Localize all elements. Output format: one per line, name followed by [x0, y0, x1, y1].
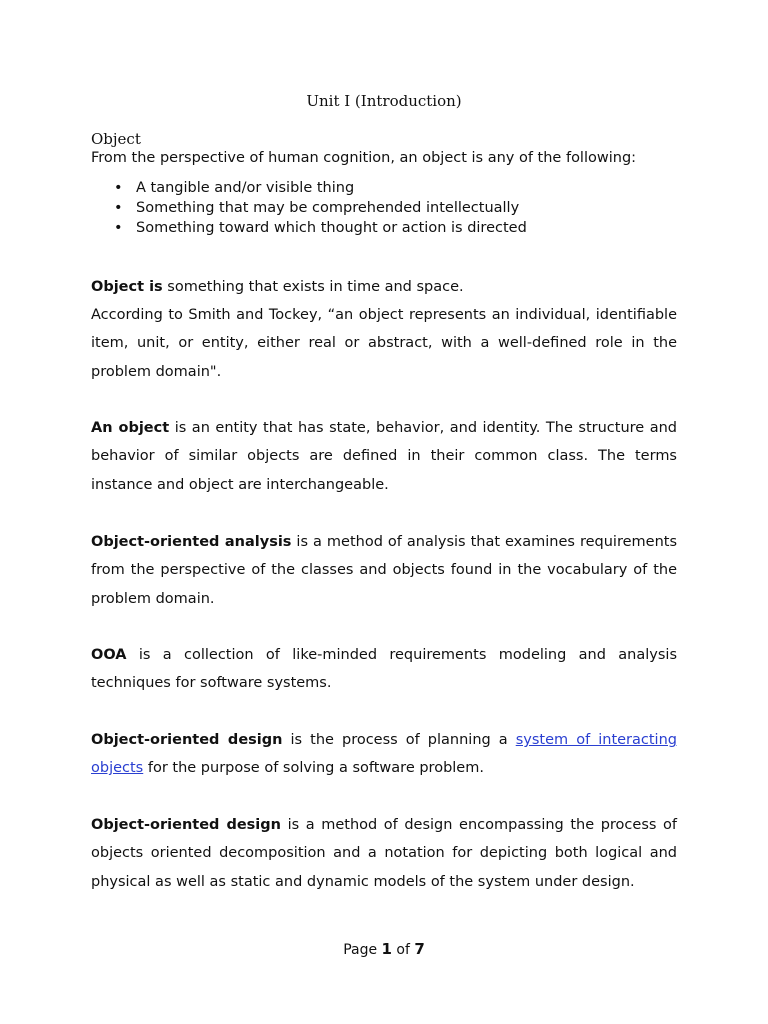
system-of-interacting-objects-link[interactable]: system of interacting objects	[91, 732, 677, 777]
list-item	[91, 178, 527, 198]
paragraph-ood-planning	[91, 726, 677, 783]
page-number	[0, 940, 768, 958]
term-bold: Object-oriented design	[91, 817, 281, 833]
bullet-icon: •	[114, 220, 123, 236]
paragraph-text: is an entity that has state, behavior, and identity. The structure and behavior of similar objects are defined in their common class. The terms instance and object are interchangeable.	[91, 420, 677, 493]
paragraph-ooa-definition	[91, 528, 677, 613]
intro-text: From the perspective of human cognition, an object is any of the following:	[91, 150, 637, 166]
page-prefix: Page	[343, 942, 382, 958]
term-bold: Object-oriented analysis	[91, 534, 292, 550]
paragraph-text: is a collection of like-minded requirements modeling and analysis techniques for software systems.	[91, 647, 677, 692]
current-page: 1	[381, 940, 392, 958]
list-item-text: Something that may be comprehended intellectually	[136, 200, 520, 216]
page-title: Unit I (Introduction)	[306, 92, 462, 110]
paragraph-text: for the purpose of solving a software problem.	[143, 760, 484, 777]
paragraph-text: is the process of planning a	[282, 732, 516, 748]
term-bold: Object is	[91, 279, 163, 295]
paragraph-text: is a method of design encompassing the process of objects oriented decomposition and a notation for depicting both logical and physical as well as static and dynamic models of the system under design.	[91, 817, 677, 890]
paragraph-text: something that exists in time and space.	[162, 279, 464, 295]
list-item	[91, 218, 527, 238]
paragraph-object-is	[91, 273, 677, 301]
section-heading: Object	[91, 130, 141, 148]
paragraph-an-object	[91, 414, 677, 499]
paragraph-text: According to Smith and Tockey, “an object represents an individual, identifiable item, unit, or entity, either real or abstract, with a well-defined role in the problem domain".	[91, 307, 677, 380]
term-bold: Object-oriented design	[91, 732, 283, 748]
list-item-text: Something toward which thought or action is directed	[136, 220, 527, 236]
bullet-icon: •	[114, 180, 123, 196]
list-item	[91, 198, 527, 218]
total-pages: 7	[414, 940, 425, 958]
list-item-text: A tangible and/or visible thing	[136, 180, 355, 196]
page-of: of	[391, 942, 415, 958]
bullet-icon: •	[114, 200, 123, 216]
term-bold: OOA	[91, 647, 127, 663]
bullet-list	[91, 178, 527, 238]
term-bold: An object	[91, 420, 170, 436]
paragraph-ooa	[91, 641, 677, 698]
paragraph-smith-tockey	[91, 301, 677, 386]
paragraph-ood-method	[91, 811, 677, 896]
paragraph-text: is a method of analysis that examines requirements from the perspective of the classes and objects found in the vocabulary of the problem domain.	[91, 534, 677, 607]
